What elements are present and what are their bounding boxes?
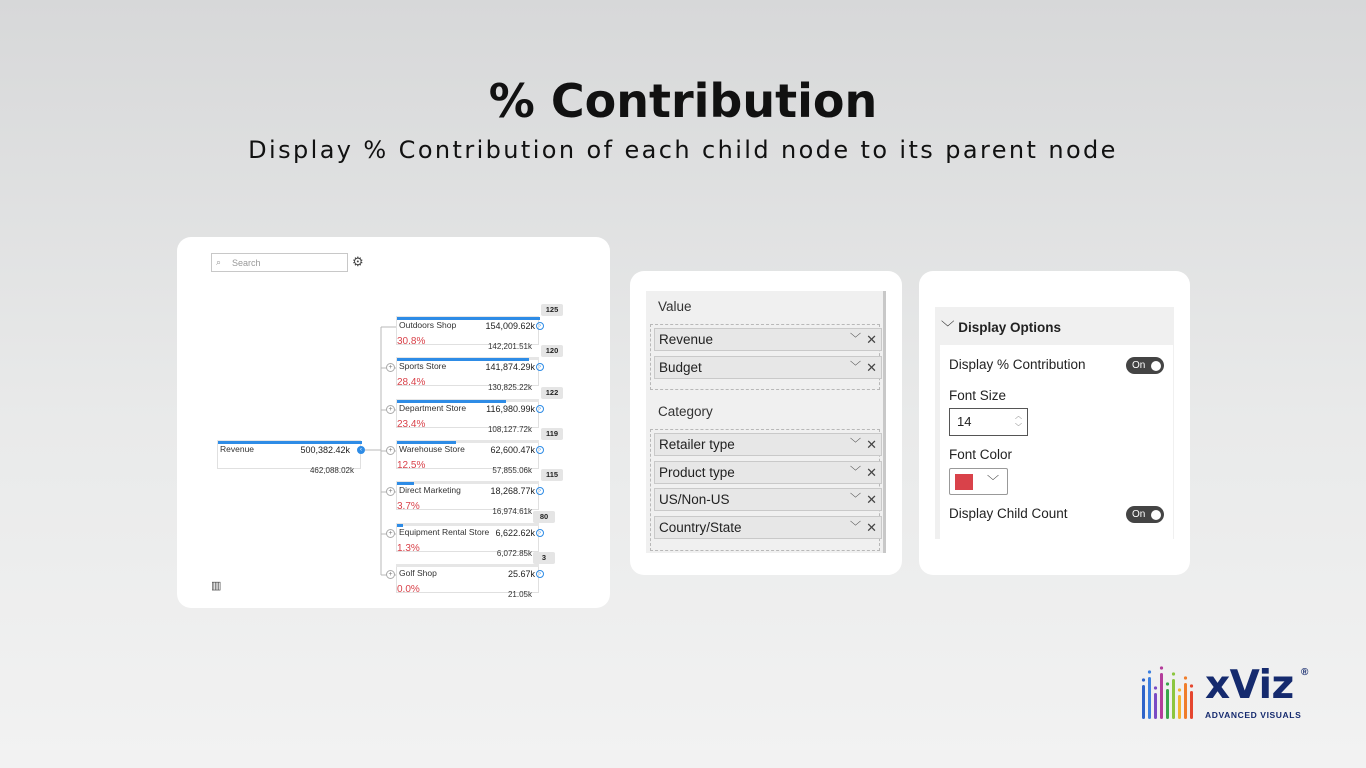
logo-dot	[1172, 672, 1175, 675]
logo-bars-icon	[1140, 664, 1198, 722]
tree-child-node[interactable]	[396, 358, 539, 392]
node-budget: 130,825.22k	[487, 383, 532, 392]
chevron-down-icon[interactable]: ﹀	[850, 361, 861, 373]
node-value: 18,268.77k	[490, 486, 535, 496]
bar-track	[396, 481, 539, 484]
child-count-badge: 122	[541, 387, 563, 399]
toggle-knob	[1151, 510, 1161, 520]
page-subtitle: Display % Contribution of each child node to its parent node	[248, 136, 1118, 164]
node-name: Warehouse Store	[399, 444, 465, 454]
chevron-down-icon[interactable]: ﹀	[850, 438, 861, 450]
expand-node-icon[interactable]: ›	[536, 529, 544, 537]
gear-icon[interactable]: ⚙	[352, 254, 364, 269]
category-field-label: Country/State	[659, 520, 742, 535]
expand-branch-icon[interactable]: +	[386, 529, 395, 538]
root-name: Revenue	[220, 444, 255, 454]
node-budget: 57,855.06k	[492, 466, 532, 475]
child-count-badge: 120	[541, 345, 563, 357]
child-count-badge: 3	[533, 552, 555, 564]
node-value: 6,622.62k	[495, 528, 535, 538]
fields-card	[630, 271, 902, 575]
logo-bar	[1172, 679, 1175, 719]
chevron-down-icon[interactable]: ﹀	[850, 466, 861, 478]
search-placeholder: Search	[232, 257, 261, 268]
node-percent: 1.3%	[397, 543, 420, 554]
chevron-down-icon[interactable]: ﹀	[850, 333, 861, 345]
child-count-label: Display Child Count	[949, 506, 1068, 521]
remove-icon[interactable]: ✕	[866, 520, 877, 535]
display-options-header[interactable]	[941, 316, 1061, 336]
expand-node-icon[interactable]: ›	[536, 570, 544, 578]
category-field-us-non-us[interactable]	[654, 488, 882, 511]
stepper-icon[interactable]: ︿ ﹀	[1015, 413, 1022, 431]
tree-child-node[interactable]	[396, 441, 539, 475]
chevron-down-icon[interactable]: ﹀	[850, 493, 861, 505]
logo-bar	[1142, 685, 1145, 719]
root-value: 500,382.42k	[300, 445, 350, 455]
node-name: Department Store	[399, 403, 467, 413]
font-color-label: Font Color	[949, 447, 1013, 462]
value-well-label: Value	[658, 299, 692, 314]
node-percent: 30.8%	[397, 336, 426, 347]
font-size-value: 14	[957, 414, 972, 429]
tree-child-node[interactable]	[396, 400, 539, 434]
value-well	[650, 324, 880, 390]
logo-bar	[1160, 673, 1163, 719]
logo-dot	[1178, 688, 1181, 691]
value-field-label: Revenue	[659, 332, 714, 347]
logo-dot	[1190, 684, 1193, 687]
tree-child-node[interactable]	[396, 482, 539, 516]
logo-tagline: ADVANCED VISUALS	[1205, 710, 1302, 720]
expand-branch-icon[interactable]: +	[386, 570, 395, 579]
expand-branch-icon[interactable]: +	[386, 363, 395, 372]
bar-track	[396, 523, 539, 526]
logo-dot	[1166, 682, 1169, 685]
node-budget: 142,201.51k	[487, 342, 532, 351]
logo-dot	[1154, 686, 1157, 689]
node-budget: 16,974.61k	[492, 507, 532, 516]
remove-icon[interactable]: ✕	[866, 437, 877, 452]
child-count-badge: 125	[541, 304, 563, 316]
node-percent: 0.0%	[397, 584, 420, 595]
child-count-toggle[interactable]	[1126, 506, 1164, 523]
node-budget: 6,072.85k	[496, 549, 532, 558]
node-name: Outdoors Shop	[399, 320, 457, 330]
node-value: 141,874.29k	[485, 362, 535, 372]
chevron-down-icon: ﹀	[986, 474, 999, 488]
format-pane	[935, 307, 1174, 539]
node-name: Sports Store	[399, 361, 447, 371]
node-name: Equipment Rental Store	[399, 527, 490, 537]
logo-registered-mark: ®	[1301, 667, 1309, 678]
node-value: 25.67k	[507, 569, 535, 579]
category-well-label: Category	[658, 404, 713, 419]
category-field-country-state[interactable]	[654, 516, 882, 539]
toggle-label: On	[1132, 360, 1146, 371]
remove-icon[interactable]: ✕	[866, 492, 877, 507]
font-size-input[interactable]	[949, 408, 1028, 436]
contribution-toggle[interactable]	[1126, 357, 1164, 374]
category-field-label: US/Non-US	[659, 492, 730, 507]
logo-dot	[1142, 678, 1145, 681]
expand-node-icon[interactable]: ›	[536, 363, 544, 371]
color-swatch	[955, 474, 973, 490]
expand-node-icon[interactable]: ›	[536, 405, 544, 413]
logo-dot	[1184, 676, 1187, 679]
fields-pane	[646, 291, 886, 553]
tree-root-node[interactable]	[217, 441, 361, 475]
logo-bar	[1154, 693, 1157, 719]
category-field-label: Product type	[659, 465, 735, 480]
node-percent: 3.7%	[397, 501, 420, 512]
category-field-product-type[interactable]	[654, 461, 882, 484]
node-percent: 28.4%	[397, 377, 426, 388]
remove-icon[interactable]: ✕	[866, 360, 877, 375]
bar-track	[396, 564, 539, 567]
contribution-label: Display % Contribution	[949, 357, 1086, 372]
category-field-retailer-type[interactable]	[654, 433, 882, 456]
value-field-revenue[interactable]	[654, 328, 882, 351]
font-size-label: Font Size	[949, 388, 1007, 403]
child-count-badge: 115	[541, 469, 563, 481]
font-color-picker[interactable]	[949, 468, 1008, 495]
node-percent: 23.4%	[397, 419, 426, 430]
tree-child-node[interactable]	[396, 524, 539, 558]
remove-icon[interactable]: ✕	[866, 332, 877, 347]
search-icon: ⌕	[216, 257, 222, 267]
page-title: % Contribution	[488, 74, 878, 128]
tree-child-node[interactable]	[396, 317, 539, 351]
tree-visual-card	[177, 237, 610, 608]
logo-bar	[1166, 689, 1169, 719]
category-field-label: Retailer type	[659, 437, 735, 452]
node-value: 154,009.62k	[485, 321, 535, 331]
logo-bar	[1148, 677, 1151, 719]
child-count-badge: 119	[541, 428, 563, 440]
expand-node-icon[interactable]: ›	[536, 322, 544, 330]
node-name: Golf Shop	[399, 568, 437, 578]
xviz-logo	[1140, 664, 1310, 722]
root-budget: 462,088.02k	[309, 466, 354, 475]
chevron-down-icon: ﹀	[941, 320, 955, 335]
expand-branch-icon[interactable]: +	[386, 446, 395, 455]
logo-bar	[1178, 695, 1181, 719]
remove-icon[interactable]: ✕	[866, 465, 877, 480]
node-value: 116,980.99k	[486, 404, 535, 414]
logo-dot	[1160, 666, 1163, 669]
toggle-knob	[1151, 361, 1161, 371]
expand-branch-icon[interactable]: +	[386, 405, 395, 414]
value-field-budget[interactable]	[654, 356, 882, 379]
toggle-label: On	[1132, 509, 1146, 520]
expand-node-icon[interactable]: ›	[536, 446, 544, 454]
display-options-title: Display Options	[958, 320, 1062, 335]
logo-bar	[1190, 691, 1193, 719]
node-budget: 108,127.72k	[487, 425, 532, 434]
logo-bar	[1184, 683, 1187, 719]
expand-node-icon[interactable]: ›	[536, 487, 544, 495]
map-icon[interactable]: ▥	[211, 580, 222, 592]
category-well	[650, 429, 880, 551]
node-percent: 12.5%	[397, 460, 426, 471]
node-value: 62,600.47k	[490, 445, 535, 455]
logo-wordmark: xViz	[1205, 663, 1294, 708]
expand-branch-icon[interactable]: +	[386, 487, 395, 496]
display-options-body	[940, 345, 1173, 539]
value-field-label: Budget	[659, 360, 702, 375]
root-collapse-icon[interactable]: ‹	[357, 446, 365, 454]
node-name: Direct Marketing	[399, 485, 461, 495]
child-count-badge: 80	[533, 511, 555, 523]
logo-dot	[1148, 670, 1151, 673]
tree-child-node[interactable]	[396, 565, 539, 599]
node-budget: 21.05k	[507, 590, 532, 599]
format-card	[919, 271, 1190, 575]
chevron-down-icon[interactable]: ﹀	[850, 521, 861, 533]
